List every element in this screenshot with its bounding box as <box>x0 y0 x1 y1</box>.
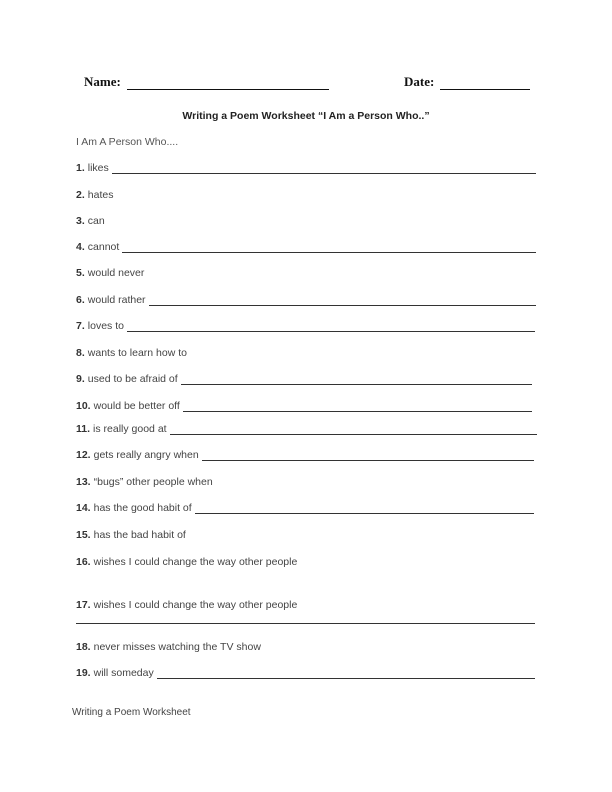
list-item <box>76 239 536 253</box>
item-number: 16. <box>76 556 91 568</box>
item-prompt: never misses watching the TV show <box>93 641 261 653</box>
answer-line[interactable] <box>181 374 532 385</box>
name-blank-line[interactable] <box>127 77 329 90</box>
item-number: 11. <box>76 423 91 435</box>
item-number: 4. <box>76 241 85 253</box>
list-item <box>76 665 535 679</box>
item-prompt: would be better off <box>93 400 180 412</box>
answer-line[interactable] <box>127 321 535 332</box>
item-prompt: gets really angry when <box>93 449 199 461</box>
worksheet-title: Writing a Poem Worksheet “I Am a Person Who..” <box>182 110 430 122</box>
item-prompt: is really good at <box>93 423 167 435</box>
item-number: 1. <box>76 162 85 174</box>
answer-line[interactable] <box>76 623 535 624</box>
list-item <box>76 639 261 653</box>
list-item <box>76 527 186 541</box>
list-item <box>76 345 187 359</box>
answer-line[interactable] <box>122 242 536 253</box>
item-prompt: used to be afraid of <box>87 373 178 385</box>
list-item <box>76 447 534 461</box>
item-prompt: wants to learn how to <box>87 347 187 359</box>
name-label: Name: <box>84 74 121 89</box>
answer-line[interactable] <box>202 450 534 461</box>
answer-line[interactable] <box>112 163 536 174</box>
item-prompt: has the bad habit of <box>93 529 186 541</box>
item-prompt: will someday <box>93 667 154 679</box>
list-item <box>76 554 297 568</box>
answer-line[interactable] <box>170 424 537 435</box>
item-prompt: wishes I could change the way other people <box>93 556 298 568</box>
item-prompt: has the good habit of <box>93 502 192 514</box>
item-number: 13. <box>76 476 91 488</box>
item-number: 5. <box>76 267 85 279</box>
answer-line[interactable] <box>183 401 532 412</box>
item-prompt: cannot <box>87 241 120 253</box>
list-item <box>76 187 113 201</box>
item-prompt: hates <box>87 189 114 201</box>
item-number: 3. <box>76 215 85 227</box>
answer-line[interactable] <box>195 503 534 514</box>
item-prompt: loves to <box>87 320 124 332</box>
item-number: 12. <box>76 449 91 461</box>
item-number: 17. <box>76 599 91 611</box>
item-number: 9. <box>76 373 85 385</box>
answer-line[interactable] <box>149 295 536 306</box>
list-item <box>76 265 144 279</box>
list-item <box>76 398 532 412</box>
item-prompt: wishes I could change the way other people <box>93 599 298 611</box>
item-number: 15. <box>76 529 91 541</box>
item-number: 18. <box>76 641 91 653</box>
page-footer: Writing a Poem Worksheet <box>72 707 191 718</box>
item-prompt: can <box>87 215 105 227</box>
date-blank-line[interactable] <box>440 77 530 90</box>
name-field[interactable] <box>84 74 329 90</box>
date-field[interactable] <box>404 74 530 90</box>
item-number: 19. <box>76 667 91 679</box>
item-number: 8. <box>76 347 85 359</box>
answer-line[interactable] <box>157 668 535 679</box>
item-prompt: “bugs” other people when <box>93 476 213 488</box>
item-number: 2. <box>76 189 85 201</box>
item-number: 6. <box>76 294 85 306</box>
list-item <box>76 474 213 488</box>
list-item <box>76 500 534 514</box>
item-prompt: would rather <box>87 294 146 306</box>
item-prompt: likes <box>87 162 109 174</box>
list-item <box>76 421 537 435</box>
list-item <box>76 597 297 611</box>
item-number: 10. <box>76 400 91 412</box>
list-item <box>76 318 535 332</box>
item-prompt: would never <box>87 267 145 279</box>
worksheet-subtitle: I Am A Person Who.... <box>76 136 179 148</box>
date-label: Date: <box>404 74 435 89</box>
list-item <box>76 292 536 306</box>
list-item <box>76 213 105 227</box>
item-number: 7. <box>76 320 85 332</box>
item-number: 14. <box>76 502 91 514</box>
list-item <box>76 371 532 385</box>
list-item <box>76 160 536 174</box>
